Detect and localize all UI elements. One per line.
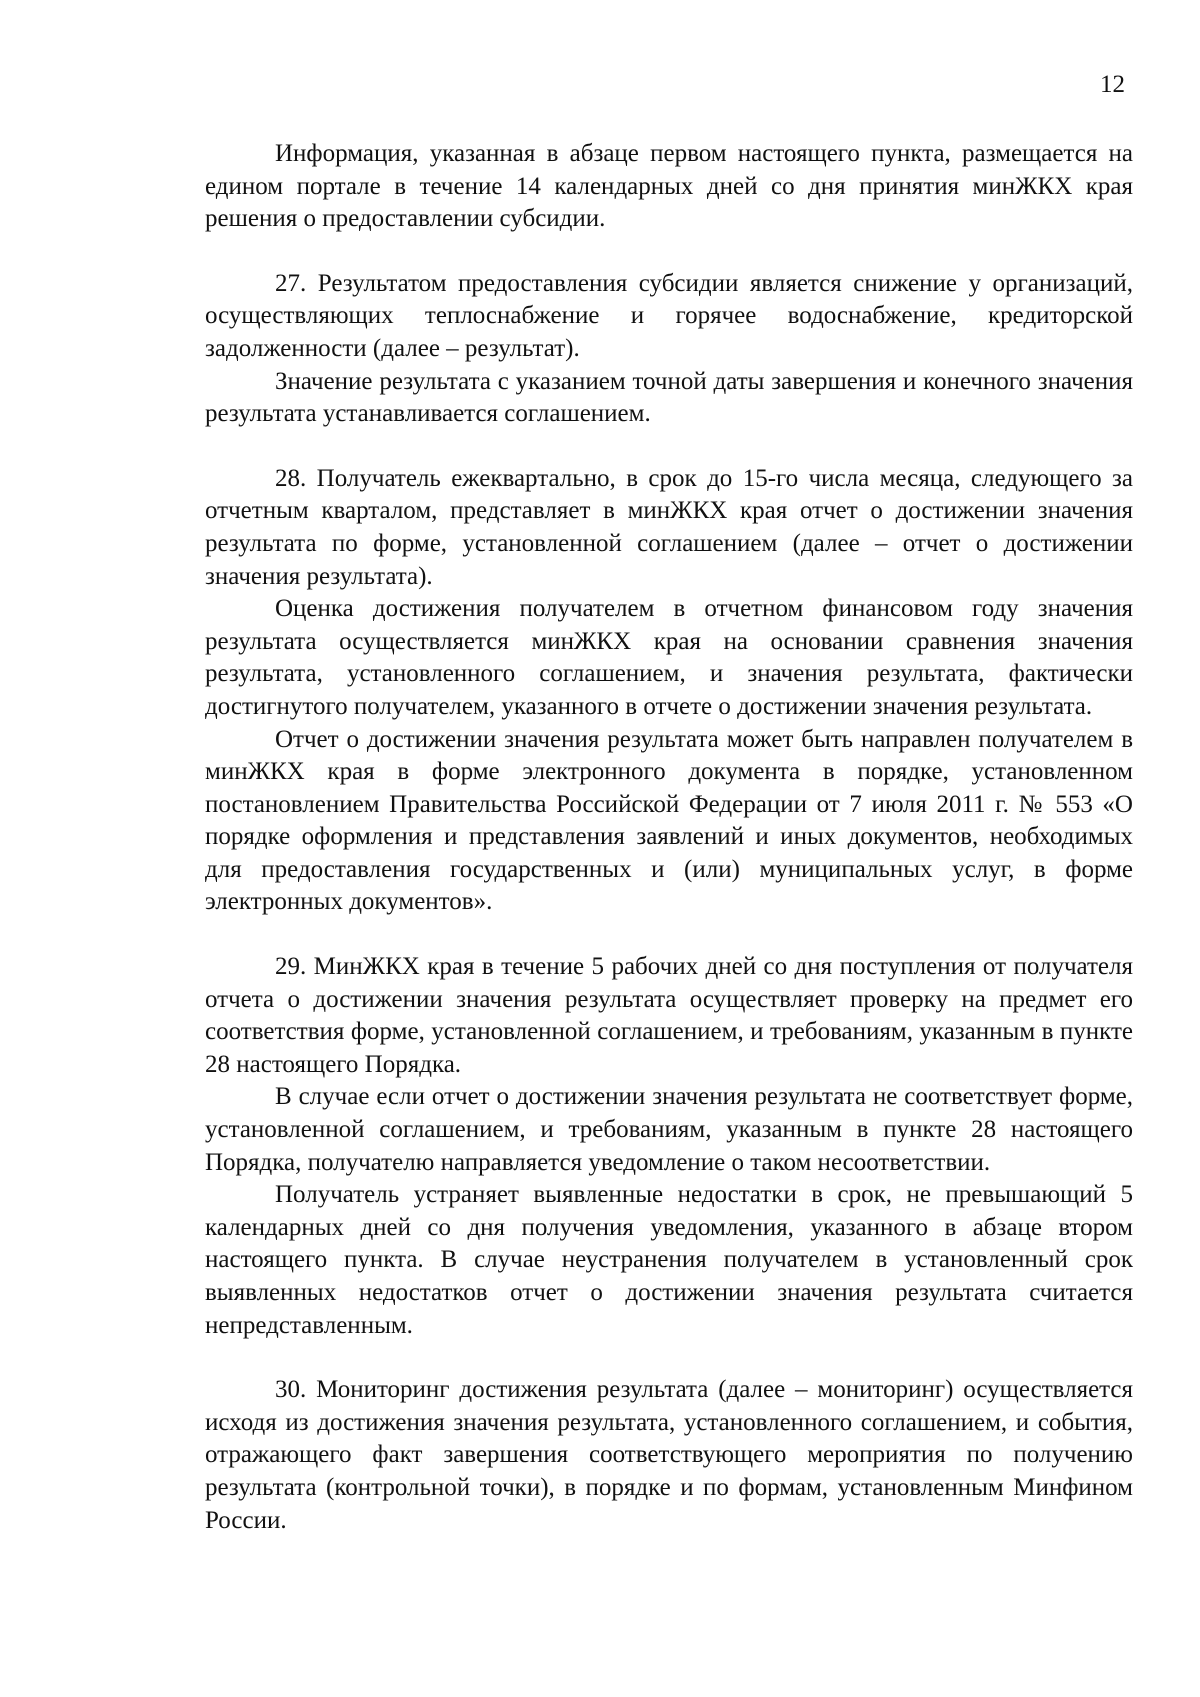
paragraph-info-placement: Информация, указанная в абзаце первом настоящего пункта, размещается на едином портале в течение 14 календарных дней со дня принятия минЖКХ края решения о предоставлении субсидии.	[205, 140, 1133, 233]
paragraph-30-monitoring: 30. Мониторинг достижения результата (далее – мониторинг) осуществляется исходя из достижения значения результата, установленного соглашением, и события, отражающего факт завершения соответствующего мероприятия по получению результата (контрольной точки), в порядке и по формам, установленным Минфином России.	[205, 1376, 1133, 1534]
paragraph-28-electronic-report: Отчет о достижении значения результата может быть направлен получателем в минЖКХ края в форме электронного документа в порядке, установленном постановлением Правительства Российской Федерации от 7 июля 2011 г. № 553 «О порядке оформления и представления заявлений и иных документов, необходимых для предоставления государственных и (или) муниципальных услуг, в форме электронных документов».	[205, 725, 1133, 916]
document-body	[205, 138, 1133, 1537]
paragraph-29-nonconformity: В случае если отчет о достижении значения результата не соответствует форме, установленной соглашением, и требованиям, указанным в пункте 28 настоящего Порядка, получателю направляется уведомление о таком несоответствии.	[205, 1083, 1133, 1176]
paragraph-29-check: 29. МинЖКХ края в течение 5 рабочих дней со дня поступления от получателя отчета о достижении значения результата осуществляет проверку на предмет его соответствия форме, установленной соглашением, и требованиям, указанным в пункте 28 настоящего Порядка.	[205, 953, 1133, 1078]
paragraph-27-result: 27. Результатом предоставления субсидии является снижение у организаций, осуществляющих теплоснабжение и горячее водоснабжение, кредиторской задолженности (далее – результат).	[205, 269, 1133, 362]
paragraph-28-assessment: Оценка достижения получателем в отчетном финансовом году значения результата осуществляется минЖКХ края на основании сравнения значения результата, установленного соглашением, и значения результата, фактически достигнутого получателем, указанного в отчете о достижении значения результата.	[205, 595, 1133, 720]
paragraph-28-report: 28. Получатель ежеквартально, в срок до 15-го числа месяца, следующего за отчетным кварталом, представляет в минЖКХ края отчет о достижении значения результата по форме, установленной соглашением (далее – отчет о достижении значения результата).	[205, 464, 1133, 590]
paragraph-27-result-value: Значение результата с указанием точной даты завершения и конечного значения результата устанавливается соглашением.	[205, 367, 1133, 428]
page-number: 12	[1100, 71, 1125, 98]
paragraph-29-correction: Получатель устраняет выявленные недостатки в срок, не превышающий 5 календарных дней со дня получения уведомления, указанного в абзаце втором настоящего пункта. В случае неустранения получателем в установленный срок выявленных недостатков отчет о достижении значения результата считается непредставленным.	[205, 1181, 1133, 1339]
